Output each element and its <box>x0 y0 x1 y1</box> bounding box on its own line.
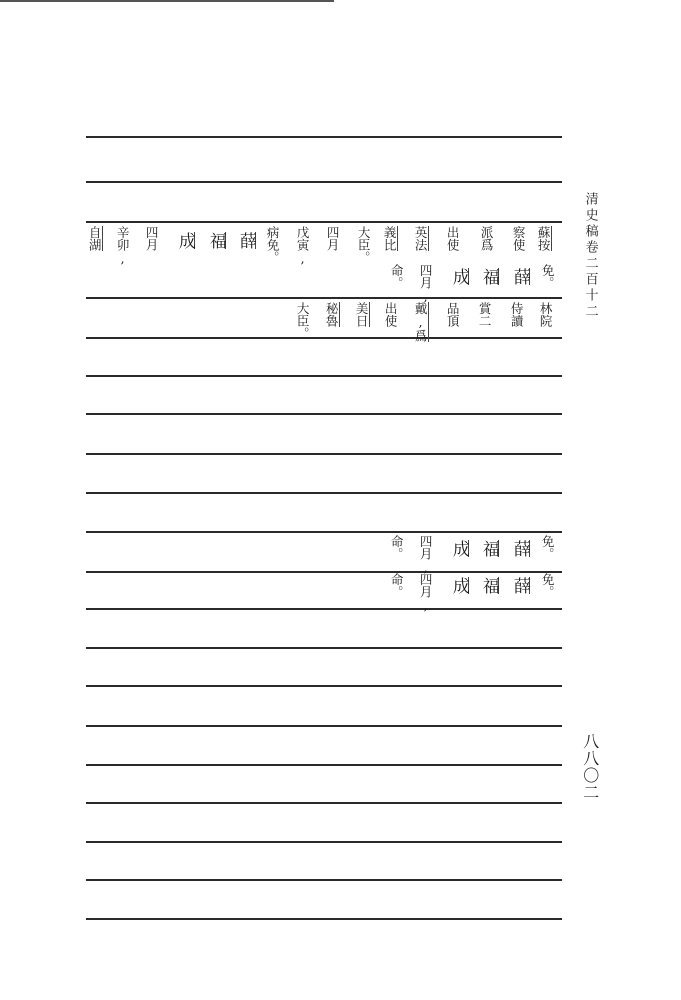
table-rule <box>86 647 562 649</box>
table-rule <box>86 297 562 299</box>
top-edge-line <box>0 0 334 2</box>
cell-text: 林院 <box>538 302 554 327</box>
table-rule <box>86 802 562 804</box>
cell-text: 蘇按 <box>536 226 552 251</box>
cell-text: 免。 <box>540 535 556 560</box>
table-rule <box>86 841 562 843</box>
cell-text: 四月 <box>325 226 341 251</box>
cell-text: 免。 <box>540 264 556 289</box>
person-name: 福 <box>478 577 499 594</box>
person-name: 福 <box>478 540 499 557</box>
page-number: 八八〇二 <box>580 733 600 801</box>
table-rule <box>86 918 562 920</box>
cell-text: 賞二 <box>477 302 493 327</box>
cell-text: 英法 <box>413 226 429 251</box>
cell-text: 戊寅, <box>295 226 311 266</box>
table-rule <box>86 136 562 138</box>
table-rule <box>86 531 562 533</box>
cell-text: 派爲 <box>479 226 495 251</box>
person-name: 薛 <box>235 232 256 249</box>
person-name: 福 <box>205 232 226 249</box>
person-name: 成 <box>448 540 469 557</box>
cell-text: 病免。 <box>265 226 281 264</box>
cell-text: 免。 <box>540 573 556 598</box>
cell-text: 戴,爲 <box>413 302 429 342</box>
cell-text: 出使 <box>445 226 461 251</box>
margin-title: 清史稿卷二百十二 <box>582 192 598 320</box>
cell-text: 四月 <box>144 226 160 251</box>
person-name: 成 <box>174 232 195 249</box>
cell-text: 大臣。 <box>295 302 311 340</box>
person-name: 成 <box>448 577 469 594</box>
cell-text: 品頂 <box>445 302 461 327</box>
cell-text: 命。 <box>389 573 405 598</box>
table-rule <box>86 608 562 610</box>
table-rule <box>86 221 562 223</box>
table-rule <box>86 685 562 687</box>
person-name: 薛 <box>509 540 530 557</box>
cell-text: 命。 <box>389 535 405 560</box>
person-name: 福 <box>478 268 499 285</box>
table-rule <box>86 337 562 339</box>
cell-text: 命。 <box>389 264 405 289</box>
cell-text: 秘魯 <box>324 302 340 327</box>
table-rule <box>86 492 562 494</box>
cell-text: 義比 <box>382 226 398 251</box>
table-rule <box>86 181 562 183</box>
cell-text: 四月, <box>418 535 434 575</box>
cell-text: 四月, <box>418 573 434 613</box>
person-name: 薛 <box>509 577 530 594</box>
cell-text: 美日 <box>354 302 370 327</box>
cell-text: 四月, <box>418 264 434 304</box>
table-rule <box>86 879 562 881</box>
table-rule <box>86 413 562 415</box>
person-name: 薛 <box>509 268 530 285</box>
cell-text: 出使 <box>383 302 399 327</box>
cell-text: 大臣。 <box>356 226 372 264</box>
table-rule <box>86 571 562 573</box>
table-rule <box>86 725 562 727</box>
cell-text: 察使 <box>511 226 527 251</box>
table-rule <box>86 375 562 377</box>
table-rule <box>86 453 562 455</box>
cell-text: 辛卯, <box>115 226 131 266</box>
cell-text: 侍讀 <box>509 302 525 327</box>
person-name: 成 <box>448 268 469 285</box>
table-rule <box>86 764 562 766</box>
cell-text: 自湖 <box>87 226 103 251</box>
